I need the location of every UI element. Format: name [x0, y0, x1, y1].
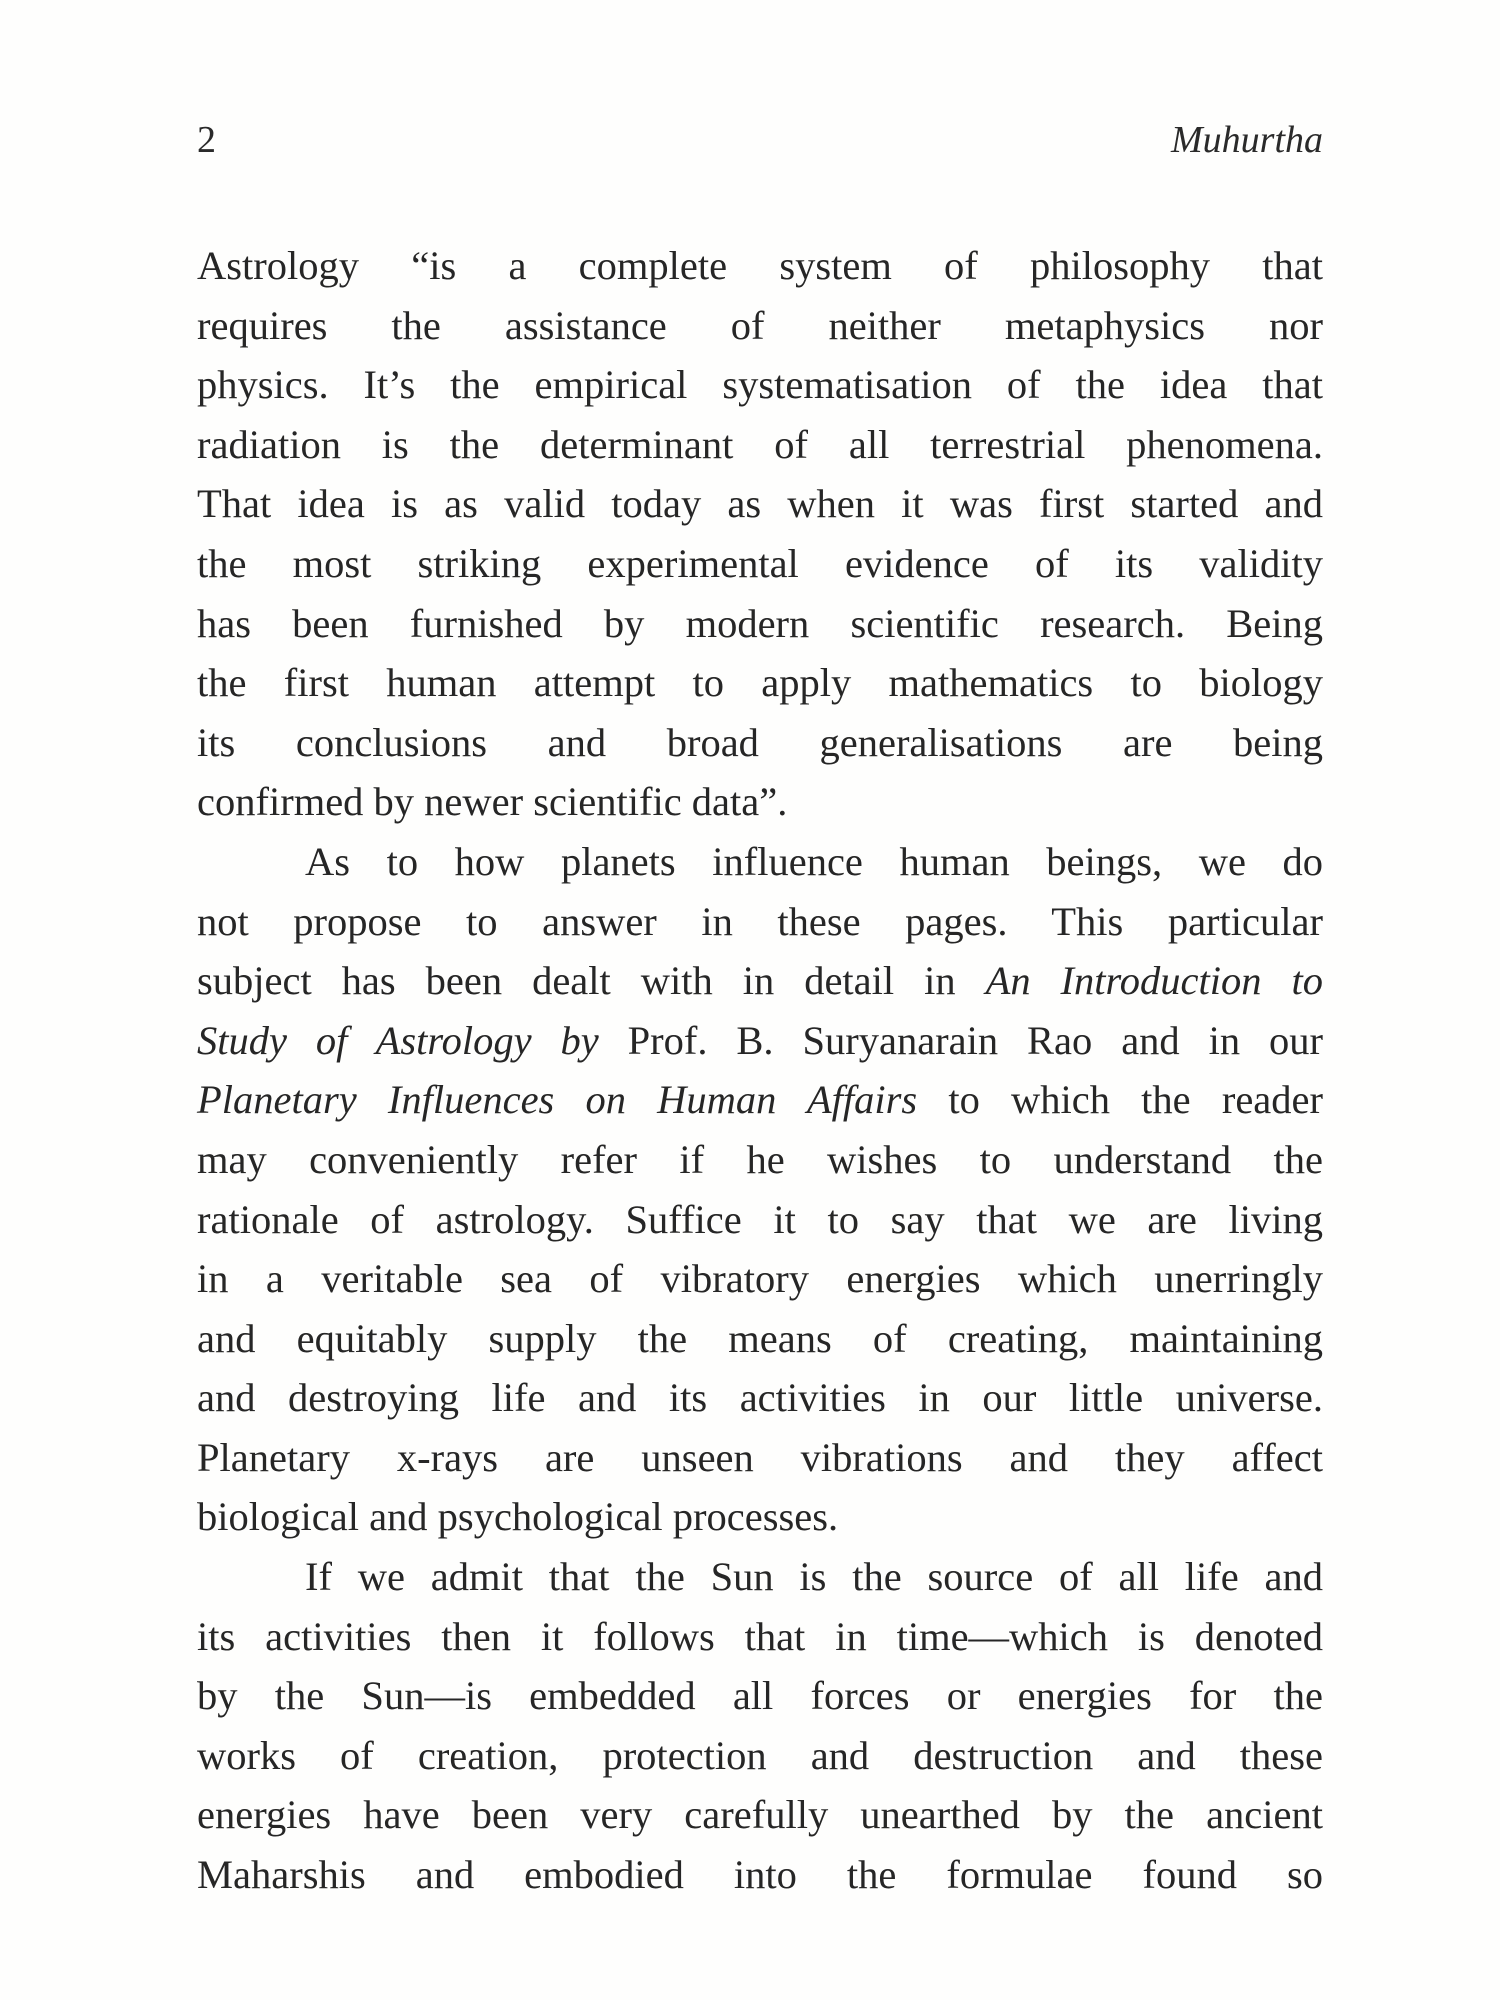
text-line — [197, 951, 1323, 1011]
text-run: works of creation, protection and destruction and these — [197, 1732, 1323, 1778]
italic-book-title: An Introduction to — [985, 958, 1324, 1004]
text-run: to which the reader — [917, 1077, 1323, 1123]
text-line — [197, 355, 1323, 415]
text-run: rationale of astrology. Suffice it to say that we are living — [197, 1196, 1323, 1242]
text-line — [197, 415, 1323, 475]
text-line — [197, 534, 1323, 594]
text-line — [197, 1845, 1323, 1905]
text-line — [197, 1607, 1323, 1667]
text-run: As to how planets influence human beings, we do — [305, 838, 1323, 884]
text-run: biological and psychological processes. — [197, 1494, 839, 1540]
text-line — [197, 1190, 1323, 1250]
body-text — [197, 236, 1323, 1905]
text-run: the first human attempt to apply mathematics to biology — [197, 660, 1323, 706]
text-run: energies have been very carefully unearthed by the ancient — [197, 1792, 1323, 1838]
text-run: subject has been dealt with in detail in — [197, 958, 986, 1004]
text-line — [197, 1368, 1323, 1428]
page-header — [197, 118, 1323, 168]
text-run: confirmed by newer scientific data”. — [197, 779, 788, 825]
running-title: Muhurtha — [1171, 119, 1323, 161]
text-run: not propose to answer in these pages. This particular — [197, 898, 1323, 944]
text-line — [197, 1487, 1323, 1547]
text-run: physics. It’s the empirical systematisation of the idea that — [197, 362, 1323, 408]
text-line — [197, 1309, 1323, 1369]
page-number: 2 — [197, 119, 216, 161]
text-run: radiation is the determinant of all terrestrial phenomena. — [197, 421, 1323, 467]
text-run: by the Sun—is embedded all forces or energies for the — [197, 1673, 1323, 1719]
text-line — [197, 1011, 1323, 1071]
paragraph — [197, 1547, 1323, 1905]
text-line — [197, 1666, 1323, 1726]
italic-book-title: Study of Astrology by — [197, 1017, 599, 1063]
text-run: That idea is as valid today as when it was first started and — [197, 481, 1323, 527]
text-run: If we admit that the Sun is the source of all life and — [305, 1554, 1323, 1600]
text-run: Prof. B. Suryanarain Rao and in our — [598, 1017, 1323, 1063]
paragraph — [197, 832, 1323, 1547]
text-line — [197, 832, 1323, 892]
text-line — [197, 1130, 1323, 1190]
text-run: its activities then it follows that in time—which is denoted — [197, 1613, 1323, 1659]
text-run: and equitably supply the means of creating, maintaining — [197, 1315, 1323, 1361]
italic-book-title: Planetary Influences on Human Affairs — [197, 1077, 918, 1123]
text-run: in a veritable sea of vibratory energies which unerringly — [197, 1256, 1323, 1302]
text-line — [197, 1249, 1323, 1309]
text-run: has been furnished by modern scientific research. Being — [197, 600, 1323, 646]
text-line — [197, 772, 1323, 832]
text-line — [197, 1785, 1323, 1845]
text-run: its conclusions and broad generalisations are being — [197, 719, 1323, 765]
text-run: the most striking experimental evidence of its validity — [197, 540, 1323, 586]
text-line — [197, 236, 1323, 296]
text-line — [197, 1726, 1323, 1786]
text-line — [197, 296, 1323, 356]
text-line — [197, 594, 1323, 654]
text-line — [197, 713, 1323, 773]
text-run: requires the assistance of neither metaphysics nor — [197, 302, 1323, 348]
text-run: Maharshis and embodied into the formulae found so — [197, 1852, 1323, 1898]
text-run: may conveniently refer if he wishes to understand the — [197, 1136, 1323, 1182]
text-run: Planetary x-rays are unseen vibrations and they affect — [197, 1434, 1323, 1480]
paragraph — [197, 236, 1323, 832]
text-line — [197, 1428, 1323, 1488]
text-line — [197, 653, 1323, 713]
text-line — [197, 892, 1323, 952]
text-line — [197, 1070, 1323, 1130]
text-run: Astrology “is a complete system of philosophy that — [197, 243, 1323, 288]
text-line — [197, 1547, 1323, 1607]
text-line — [197, 474, 1323, 534]
text-run: and destroying life and its activities in our little universe. — [197, 1375, 1323, 1421]
